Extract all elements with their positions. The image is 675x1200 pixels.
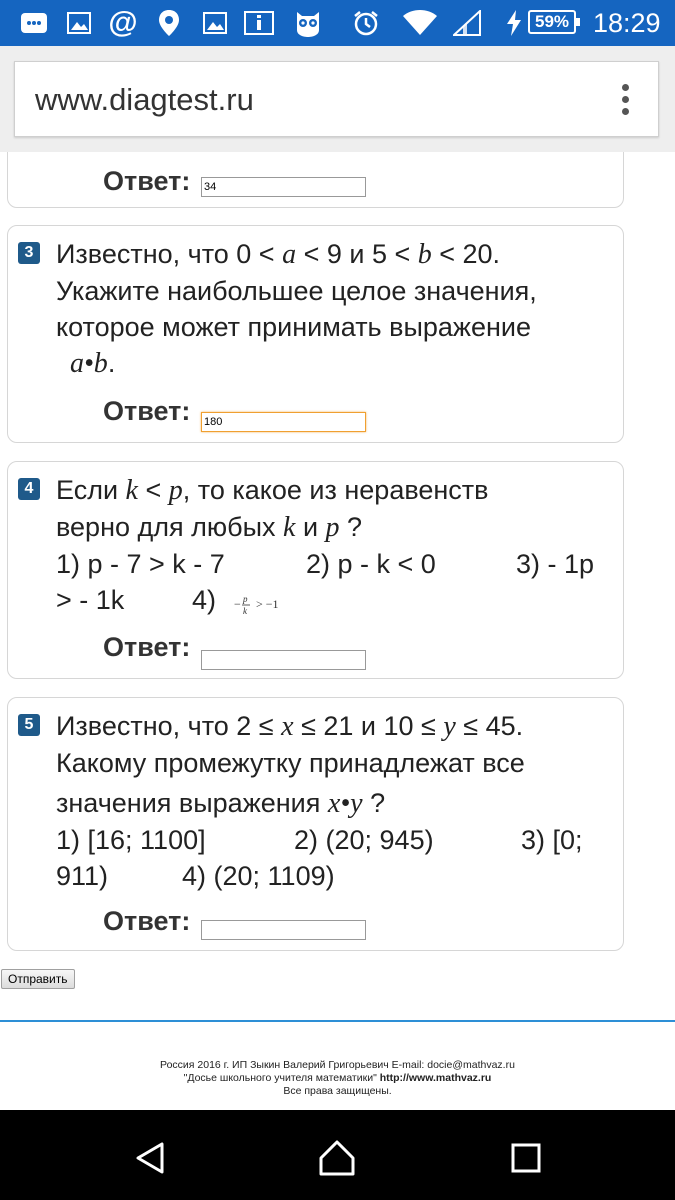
message-icon: [20, 9, 48, 37]
location-icon: [156, 9, 182, 37]
answer-input-5[interactable]: [201, 920, 366, 940]
signal-icon: [452, 9, 482, 37]
overflow-menu-icon[interactable]: [622, 84, 630, 118]
url-text[interactable]: www.diagtest.ru: [35, 82, 254, 117]
option-1: 1) p - 7 > k - 7: [56, 549, 225, 579]
footer-link[interactable]: http://www.mathvaz.ru: [379, 1072, 492, 1084]
info-icon: [244, 9, 274, 37]
address-bar[interactable]: [14, 61, 659, 137]
answer-label: Ответ:: [103, 396, 191, 426]
option-3-continued: > - 1k: [56, 585, 125, 615]
option-3: 3) - 1p: [516, 549, 595, 579]
question-card-3: [7, 225, 624, 443]
owl-icon: [292, 9, 324, 37]
option-4-formula: [234, 590, 294, 626]
answer-input-3[interactable]: [201, 412, 366, 432]
svg-text:k: k: [243, 606, 247, 616]
question-card-5: [7, 697, 624, 951]
home-icon[interactable]: [317, 1138, 357, 1178]
footer-divider: [0, 1020, 675, 1022]
battery-indicator: 59%: [528, 10, 576, 34]
footer-site: "Досье школьного учителя математики" http://www.mathvaz.ru: [183, 1072, 492, 1084]
answer-label: Ответ:: [103, 632, 191, 662]
image-icon: [202, 9, 228, 37]
back-icon[interactable]: [130, 1138, 170, 1178]
navigation-bar: [0, 1110, 675, 1200]
footer-rights: Все права защищены.: [283, 1085, 392, 1097]
option-4: 4): [192, 585, 217, 615]
recent-apps-icon[interactable]: [506, 1138, 546, 1178]
question-card-2: [7, 152, 624, 208]
option-1: 1) [16; 1100]: [56, 825, 206, 855]
question-text: Если k < p, то какое из неравенств верно для любых k и p ? 1) p - 7 > k - 7 2) p - k < 0 3) - 1p > - 1k 4) − p k > −1: [56, 472, 616, 618]
status-bar: [0, 0, 675, 46]
charging-icon: [505, 9, 523, 37]
question-card-4: [7, 461, 624, 679]
answer-label: Ответ:: [103, 166, 191, 196]
wifi-icon: [402, 9, 438, 37]
answer-input-2[interactable]: [201, 177, 366, 197]
at-icon: @: [108, 6, 138, 39]
svg-text:p: p: [243, 594, 248, 604]
image-icon: [66, 9, 92, 37]
question-number-badge: 3: [18, 242, 40, 264]
alarm-icon: [352, 9, 380, 37]
page-content: [0, 152, 675, 1110]
footer: [0, 1059, 675, 1098]
option-2: 2) (20; 945): [294, 825, 434, 855]
question-text: Известно, что 2 ≤ x ≤ 21 и 10 ≤ y ≤ 45. Какому промежутку принадлежат все значения выражения x•y ? 1) [16; 1100] 2) (20; 945) 3) [0; 911) 4) (20; 1109): [56, 708, 616, 894]
answer-input-4[interactable]: [201, 650, 366, 670]
answer-label: Ответ:: [103, 906, 191, 936]
option-4: 4) (20; 1109): [182, 861, 335, 891]
question-number-badge: 4: [18, 478, 40, 500]
question-number-badge: 5: [18, 714, 40, 736]
clock: 18:29: [593, 8, 661, 38]
question-text: Известно, что 0 < a < 9 и 5 < b < 20. Укажите наибольшее целое значения, которое может принимать выражение a•b.: [56, 239, 537, 379]
option-3-continued: 911): [56, 861, 109, 891]
submit-button[interactable]: Отправить: [1, 969, 75, 989]
browser-toolbar: [0, 46, 675, 152]
footer-copyright: Россия 2016 г. ИП Зыкин Валерий Григорьевич E-mail: docie@mathvaz.ru: [160, 1059, 515, 1071]
option-3: 3) [0;: [521, 825, 583, 855]
svg-text:> −1: > −1: [256, 597, 279, 611]
option-2: 2) p - k < 0: [306, 549, 436, 579]
svg-text:−: −: [234, 597, 241, 611]
